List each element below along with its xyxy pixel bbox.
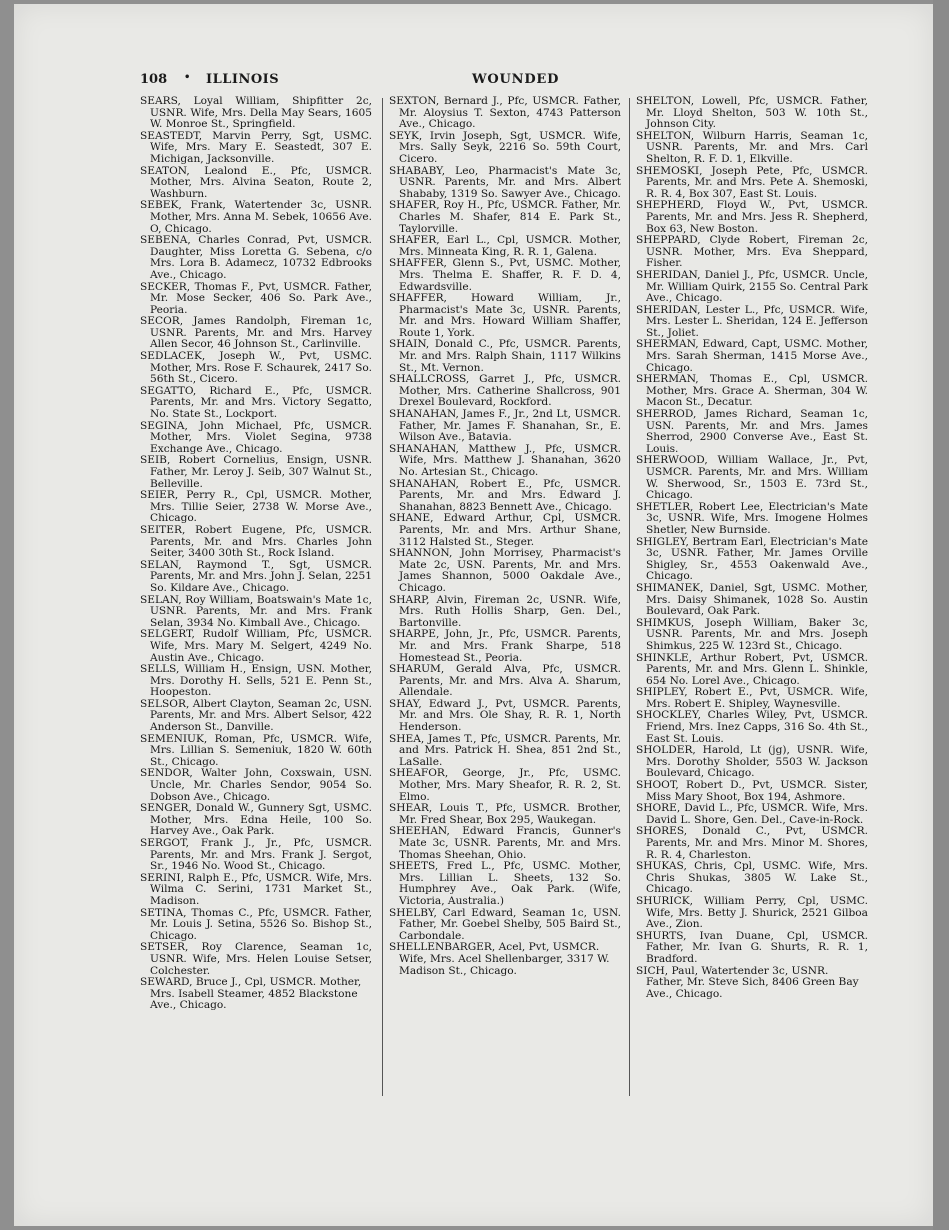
casualty-entry: SETSER, Roy Clarence, Seaman 1c, USNR. Wife, Mrs. Helen Louise Setser, Colchester. (140, 941, 372, 977)
casualty-entry: SENDOR, Walter John, Coxswain, USN. Uncle, Mr. Charles Sendor, 9054 So. Dobson Ave., Chicago. (140, 767, 372, 803)
casualty-entry: SHERIDAN, Lester L., Pfc, USMCR. Wife, Mrs. Lester L. Sheridan, 124 E. Jefferson St., Joliet. (636, 303, 868, 339)
casualty-entry: SHAFER, Roy H., Pfc, USMCR. Father, Mr. Charles M. Shafer, 814 E. Park St., Taylorville. (389, 199, 621, 235)
casualty-entry: SHIGLEY, Bertram Earl, Electrician's Mate 3c, USNR. Father, Mr. James Orville Shigley, Sr., 4553 Oakenwald Ave., Chicago. (636, 535, 868, 583)
casualty-entry: SHEMOSKI, Joseph Pete, Pfc, USMCR. Parents, Mr. and Mrs. Pete A. Shemoski, R. R. 4, Box 307, East St. Louis. (636, 164, 868, 200)
document-page (14, 4, 933, 1226)
casualty-entry: SEIB, Robert Cornelius, Ensign, USNR. Father, Mr. Leroy J. Seib, 307 Walnut St., Belleville. (140, 454, 372, 490)
column-3 (636, 96, 868, 1000)
casualty-entry: SHOCKLEY, Charles Wiley, Pvt, USMCR. Friend, Mrs. Inez Capps, 316 So. 4th St., East St. Louis. (636, 709, 868, 745)
casualty-entry: SHERMAN, Thomas E., Cpl, USMCR. Mother, Mrs. Grace A. Sherman, 304 W. Macon St., Decatur. (636, 373, 868, 409)
casualty-entry: SHELTON, Wilburn Harris, Seaman 1c, USNR. Parents, Mr. and Mrs. Carl Shelton, R. F. D. 1, Elkville. (636, 129, 868, 165)
casualty-entry: SEATON, Lealond E., Pfc, USMCR. Mother, Mrs. Alvina Seaton, Route 2, Washburn. (140, 164, 372, 200)
casualty-entry: SHANAHAN, Matthew J., Pfc, USMCR. Wife, Mrs. Matthew J. Shanahan, 3620 No. Artesian St., Chicago. (389, 442, 621, 478)
page-edge-shadow (933, 0, 949, 1230)
casualty-entry: SEARS, Loyal William, Shipfitter 2c, USNR. Wife, Mrs. Della May Sears, 1605 W. Monroe St., Springfield. (140, 95, 372, 131)
casualty-entry: SHELTON, Lowell, Pfc, USMCR. Father, Mr. Lloyd Shelton, 503 W. 10th St., Johnson City. (636, 95, 868, 131)
section-heading: WOUNDED (472, 72, 560, 87)
casualty-entry: SICH, Paul, Watertender 3c, USNR. Father, Mr. Steve Sich, 8406 Green Bay Ave., Chicago. (636, 964, 859, 1000)
casualty-entry: SEYK, Irvin Joseph, Sgt, USMCR. Wife, Mrs. Sally Seyk, 2216 So. 59th Court, Cicero. (389, 129, 621, 165)
casualty-entry: SHELBY, Carl Edward, Seaman 1c, USN. Father, Mr. Goebel Shelby, 505 Baird St., Carbondale. (389, 906, 621, 942)
casualty-entry: SHEA, James T., Pfc, USMCR. Parents, Mr. and Mrs. Patrick H. Shea, 851 2nd St., LaSalle. (389, 732, 621, 768)
casualty-entry: SHAFFER, Glenn S., Pvt, USMC. Mother, Mrs. Thelma E. Shaffer, R. F. D. 4, Edwardsville. (389, 257, 621, 293)
casualty-entry: SHANNON, John Morrisey, Pharmacist's Mate 2c, USN. Parents, Mr. and Mrs. James Shannon, 5000 Oakdale Ave., Chicago. (389, 547, 621, 594)
casualty-entry: SEDLACEK, Joseph W., Pvt, USMC. Mother, Mrs. Rose F. Schaurek, 2417 So. 56th St., Cicero. (140, 350, 372, 386)
casualty-entry: SHELLENBARGER, Acel, Pvt, USMCR. Wife, Mrs. Acel Shellenbarger, 3317 W. Madison St., Chicago. (389, 941, 610, 977)
casualty-entry: SHURICK, William Perry, Cpl, USMC. Wife, Mrs. Betty J. Shurick, 2521 Gilboa Ave., Zion. (636, 894, 868, 931)
casualty-entry: SEWARD, Bruce J., Cpl, USMCR. Mother, Mrs. Isabell Steamer, 4852 Blackstone Ave., Chicago. (140, 976, 362, 1012)
casualty-entry: SHAY, Edward J., Pvt, USMCR. Parents, Mr. and Mrs. Ole Shay, R. R. 1, North Henderson. (389, 697, 621, 734)
casualty-entry: SHORES, Donald C., Pvt, USMCR. Parents, Mr. and Mrs. Minor M. Shores, R. R. 4, Charleston. (636, 825, 868, 861)
casualty-entry: SHURTS, Ivan Duane, Cpl, USMCR. Father, Mr. Ivan G. Shurts, R. R. 1, Bradford. (636, 929, 868, 965)
state-heading: ILLINOIS (206, 72, 280, 87)
casualty-entry: SHIMANEK, Daniel, Sgt, USMC. Mother, Mrs. Daisy Shimanek, 1028 So. Austin Boulevard, Oak Park. (636, 581, 868, 618)
column-divider-2 (629, 98, 630, 1096)
casualty-entry: SHAIN, Donald C., Pfc, USMCR. Parents, Mr. and Mrs. Ralph Shain, 1117 Wilkins St., Mt. Vernon. (389, 338, 621, 374)
casualty-entry: SELGERT, Rudolf William, Pfc, USMCR. Wife, Mrs. Mary M. Selgert, 4249 No. Austin Ave., Chicago. (140, 628, 372, 664)
casualty-entry: SHERROD, James Richard, Seaman 1c, USN. Parents, Mr. and Mrs. James Sherrod, 2900 Converse Ave., East St. Louis. (636, 408, 868, 455)
casualty-entry: SHIPLEY, Robert E., Pvt, USMCR. Wife, Mrs. Robert E. Shipley, Waynesville. (636, 686, 868, 710)
casualty-entry: SHEPPARD, Clyde Robert, Fireman 2c, USNR. Mother, Mrs. Eva Sheppard, Fisher. (636, 234, 868, 270)
casualty-entry: SHANAHAN, James F., Jr., 2nd Lt, USMCR. Father, Mr. James F. Shanahan, Sr., E. Wilson Ave., Batavia. (389, 408, 621, 444)
casualty-entry: SEIER, Perry R., Cpl, USMCR. Mother, Mrs. Tillie Seier, 2738 W. Morse Ave., Chicago. (140, 489, 372, 525)
casualty-entry: SEGINA, John Michael, Pfc, USMCR. Mother, Mrs. Violet Segina, 9738 Exchange Ave., Chicago. (140, 419, 372, 455)
casualty-entry: SERGOT, Frank J., Jr., Pfc, USMCR. Parents, Mr. and Mrs. Frank J. Sergot, Sr., 1946 No. Wood St., Chicago. (140, 837, 372, 873)
casualty-entry: SETINA, Thomas C., Pfc, USMCR. Father, Mr. Louis J. Setina, 5526 So. Bishop St., Chicago. (140, 906, 372, 942)
casualty-entry: SEBENA, Charles Conrad, Pvt, USMCR. Daughter, Miss Loretta G. Sebena, c/o Mrs. Lora B. Adamecz, 10732 Edbrooks Ave., Chicago. (140, 234, 372, 281)
column-1 (140, 96, 372, 1012)
casualty-entry: SHARPE, John, Jr., Pfc, USMCR. Parents, Mr. and Mrs. Frank Sharpe, 518 Homestead St., Peoria. (389, 628, 621, 664)
casualty-entry: SELAN, Roy William, Boatswain's Mate 1c, USNR. Parents, Mr. and Mrs. Frank Selan, 3934 No. Kimball Ave., Chicago. (140, 593, 372, 629)
casualty-entry: SHEETS, Fred L., Pfc, USMC. Mother, Mrs. Lillian L. Sheets, 132 So. Humphrey Ave., Oak Park. (Wife, Victoria, Australia.) (389, 860, 621, 907)
column-divider-1 (382, 98, 383, 1096)
casualty-entry: SHEEHAN, Edward Francis, Gunner's Mate 3c, USNR. Parents, Mr. and Mrs. Thomas Sheehan, Ohio. (389, 825, 621, 861)
casualty-entry: SHIMKUS, Joseph William, Baker 3c, USNR. Parents, Mr. and Mrs. Joseph Shimkus, 225 W. 123rd St., Chicago. (636, 616, 868, 652)
casualty-entry: SELLS, William H., Ensign, USN. Mother, Mrs. Dorothy H. Sells, 521 E. Penn St., Hoopeston. (140, 663, 372, 699)
casualty-entry: SHEPHERD, Floyd W., Pvt, USMCR. Parents, Mr. and Mrs. Jess R. Shepherd, Box 63, New Boston. (636, 199, 868, 235)
casualty-entry: SHINKLE, Arthur Robert, Pvt, USMCR. Parents, Mr. and Mrs. Glenn L. Shinkle, 654 No. Lorel Ave., Chicago. (636, 651, 868, 687)
casualty-entry: SHORE, David L., Pfc, USMCR. Wife, Mrs. David L. Shore, Gen. Del., Cave-in-Rock. (636, 802, 868, 826)
casualty-entry: SHOOT, Robert D., Pvt, USMCR. Sister, Miss Mary Shoot, Box 194, Ashmore. (636, 779, 868, 803)
casualty-entry: SEXTON, Bernard J., Pfc, USMCR. Father, Mr. Aloysius T. Sexton, 4743 Patterson Ave., Chicago. (389, 95, 621, 131)
casualty-entry: SENGER, Donald W., Gunnery Sgt, USMC. Mother, Mrs. Edna Heile, 100 So. Harvey Ave., Oak Park. (140, 802, 372, 838)
casualty-entry: SHUKAS, Chris, Cpl, USMC. Wife, Mrs. Chris Shukas, 3805 W. Lake St., Chicago. (636, 860, 868, 896)
casualty-entry: SHERIDAN, Daniel J., Pfc, USMCR. Uncle, Mr. William Quirk, 2155 So. Central Park Ave., Chicago. (636, 268, 868, 305)
page-header (140, 72, 870, 90)
casualty-entry: SHAFER, Earl L., Cpl, USMCR. Mother, Mrs. Minneata King, R. R. 1, Galena. (389, 234, 621, 258)
casualty-entry: SEGATTO, Richard E., Pfc, USMCR. Parents, Mr. and Mrs. Victory Segatto, No. State St., Lockport. (140, 384, 372, 421)
casualty-entry: SEASTEDT, Marvin Perry, Sgt, USMC. Wife, Mrs. Mary E. Seastedt, 307 E. Michigan, Jacksonville. (140, 129, 372, 165)
casualty-entry: SEBEK, Frank, Watertender 3c, USNR. Mother, Mrs. Anna M. Sebek, 10656 Ave. O, Chicago. (140, 199, 372, 235)
casualty-entry: SHOLDER, Harold, Lt (jg), USNR. Wife, Mrs. Dorothy Sholder, 5503 W. Jackson Boulevard, Chicago. (636, 744, 868, 780)
casualty-entry: SELSOR, Albert Clayton, Seaman 2c, USN. Parents, Mr. and Mrs. Albert Selsor, 422 Anderson St., Danville. (140, 697, 372, 734)
casualty-entry: SHARP, Alvin, Fireman 2c, USNR. Wife, Mrs. Ruth Hollis Sharp, Gen. Del., Bartonville. (389, 593, 621, 629)
casualty-entry: SHABABY, Leo, Pharmacist's Mate 3c, USNR. Parents, Mr. and Mrs. Albert Shababy, 1319 So. Sawyer Ave., Chicago. (389, 164, 621, 200)
casualty-entry: SEMENIUK, Roman, Pfc, USMCR. Wife, Mrs. Lillian S. Semeniuk, 1820 W. 60th St., Chicago. (140, 732, 372, 768)
casualty-entry: SEITER, Robert Eugene, Pfc, USMCR. Parents, Mr. and Mrs. Charles John Seiter, 3400 30th St., Rock Island. (140, 523, 372, 560)
casualty-entry: SELAN, Raymond T., Sgt, USMCR. Parents, Mr. and Mrs. John J. Selan, 2251 So. Kildare Ave., Chicago. (140, 558, 372, 594)
casualty-entry: SHALLCROSS, Garret J., Pfc, USMCR. Mother, Mrs. Catherine Shallcross, 901 Drexel Boulevard, Rockford. (389, 373, 621, 409)
casualty-entry: SECOR, James Randolph, Fireman 1c, USNR. Parents, Mr. and Mrs. Harvey Allen Secor, 46 Johnson St., Carlinville. (140, 315, 372, 351)
casualty-entry: SHANAHAN, Robert E., Pfc, USMCR. Parents, Mr. and Mrs. Edward J. Shanahan, 8823 Bennett Ave., Chicago. (389, 477, 621, 513)
casualty-entry: SHERWOOD, William Wallace, Jr., Pvt, USMCR. Parents, Mr. and Mrs. William W. Sherwood, Sr., 1503 E. 73rd St., Chicago. (636, 454, 868, 502)
casualty-entry: SHEAFOR, George, Jr., Pfc, USMC. Mother, Mrs. Mary Sheafor, R. R. 2, St. Elmo. (389, 767, 621, 803)
casualty-entry: SHAFFER, Howard William, Jr., Pharmacist's Mate 3c, USNR. Parents, Mr. and Mrs. Howard William Shaffer, Route 1, York. (389, 292, 621, 339)
page-number: 108 (140, 72, 168, 87)
casualty-entry: SECKER, Thomas F., Pvt, USMCR. Father, Mr. Mose Secker, 406 So. Park Ave., Peoria. (140, 280, 372, 316)
header-bullet: • (184, 72, 191, 83)
casualty-entry: SERINI, Ralph E., Pfc, USMCR. Wife, Mrs. Wilma C. Serini, 1731 Market St., Madison. (140, 871, 372, 907)
casualty-entry: SHARUM, Gerald Alva, Pfc, USMCR. Parents, Mr. and Mrs. Alva A. Sharum, Allendale. (389, 663, 621, 699)
casualty-entry: SHETLER, Robert Lee, Electrician's Mate 3c, USNR. Wife, Mrs. Imogene Holmes Shetler, New Burnside. (636, 500, 868, 536)
casualty-entry: SHERMAN, Edward, Capt, USMC. Mother, Mrs. Sarah Sherman, 1415 Morse Ave., Chicago. (636, 338, 868, 374)
casualty-entry: SHANE, Edward Arthur, Cpl, USMCR. Parents, Mr. and Mrs. Arthur Shane, 3112 Halsted St., Steger. (389, 512, 621, 548)
column-2 (389, 96, 621, 977)
casualty-entry: SHEAR, Louis T., Pfc, USMCR. Brother, Mr. Fred Shear, Box 295, Waukegan. (389, 802, 621, 826)
